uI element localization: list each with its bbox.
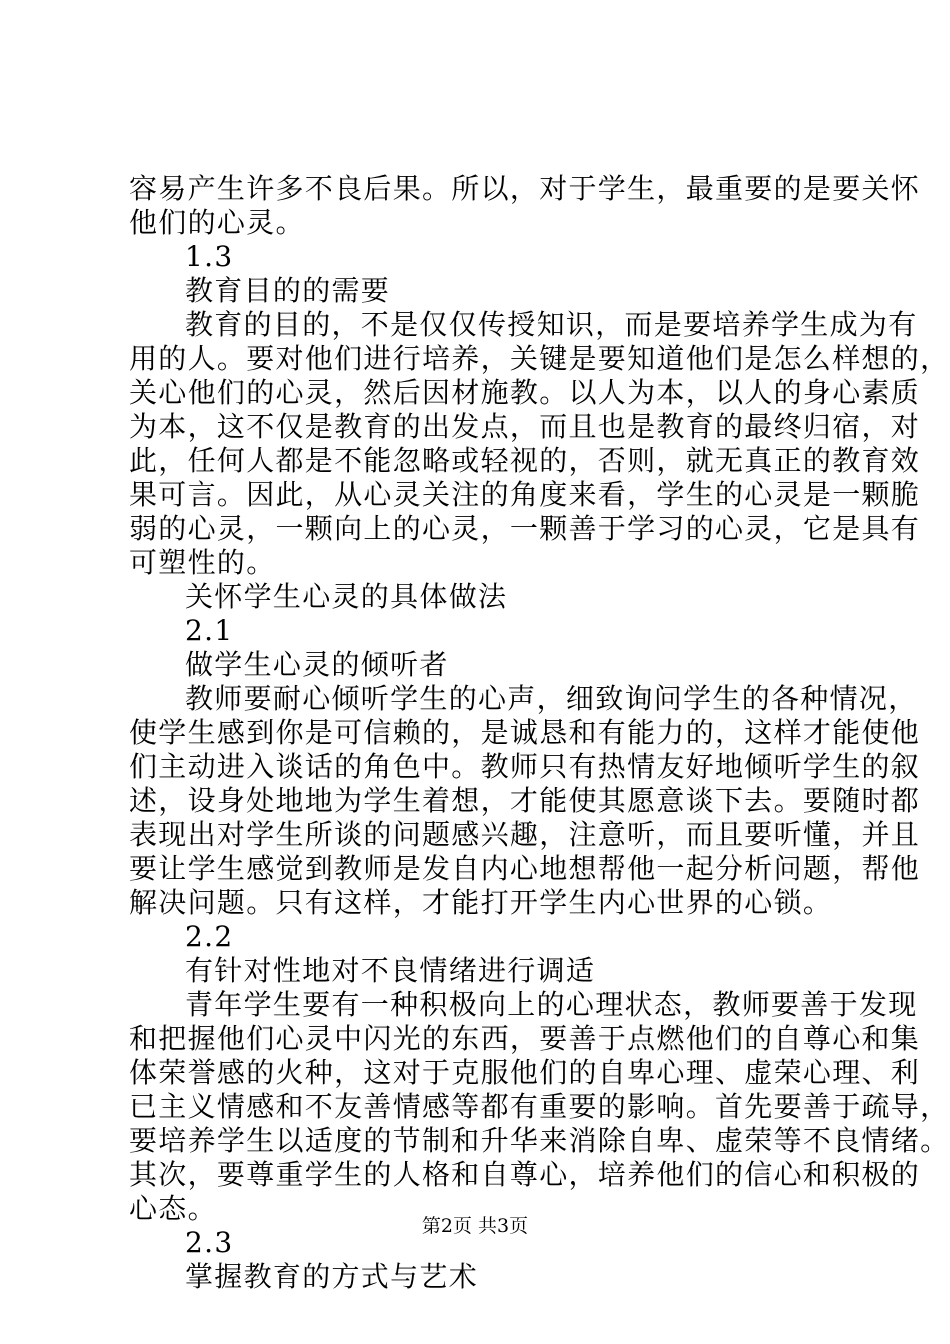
- section-heading: 做学生心灵的倾听者: [185, 648, 449, 681]
- paragraph-line: 表现出对学生所谈的问题感兴趣，注意听，而且要听懂，并且: [129, 818, 921, 851]
- paragraph-line: 教育的目的，不是仅仅传授知识，而是要培养学生成为有: [185, 308, 918, 341]
- paragraph-line: 要培养学生以适度的节制和升华来消除自卑、虚荣等不良情绪。: [129, 1124, 950, 1157]
- paragraph-line: 们主动进入谈话的角色中。教师只有热情友好地倾听学生的叙: [129, 750, 921, 783]
- section-heading: 教育目的的需要: [185, 274, 391, 307]
- paragraph-line: 容易产生许多不良后果。所以，对于学生，最重要的是要关怀: [129, 172, 921, 205]
- section-heading: 有针对性地对不良情绪进行调适: [185, 954, 596, 987]
- paragraph-line: 已主义情感和不友善情感等都有重要的影响。首先要善于疏导，: [129, 1090, 950, 1123]
- paragraph-line: 果可言。因此，从心灵关注的角度来看，学生的心灵是一颗脆: [129, 478, 921, 511]
- paragraph-line: 他们的心灵。: [129, 206, 305, 239]
- page-footer: 第2页 共3页: [421, 1215, 529, 1237]
- section-heading: 关怀学生心灵的具体做法: [185, 580, 508, 613]
- paragraph-line: 用的人。要对他们进行培养，关键是要知道他们是怎么样想的，: [129, 342, 950, 375]
- paragraph-line: 此，任何人都是不能忽略或轻视的，否则，就无真正的教育效: [129, 444, 921, 477]
- paragraph-line: 要让学生感觉到教师是发自内心地想帮他一起分析问题，帮他: [129, 852, 921, 885]
- paragraph-line: 述，设身处地地为学生着想，才能使其愿意谈下去。要随时都: [129, 784, 921, 817]
- paragraph-line: 为本，这不仅是教育的出发点，而且也是教育的最终归宿，对: [129, 410, 921, 443]
- paragraph-line: 关心他们的心灵，然后因材施教。以人为本，以人的身心素质: [129, 376, 921, 409]
- paragraph-line: 可塑性的。: [129, 546, 276, 579]
- section-heading: 掌握教育的方式与艺术: [185, 1260, 479, 1293]
- paragraph-line: 教师要耐心倾听学生的心声，细致询问学生的各种情况，: [185, 682, 918, 715]
- paragraph-line: 体荣誉感的火种，这对于克服他们的自卑心理、虚荣心理、利: [129, 1056, 921, 1089]
- paragraph-line: 解决问题。只有这样，才能打开学生内心世界的心锁。: [129, 886, 833, 919]
- section-number: 2.2: [185, 920, 234, 953]
- paragraph-line: 其次，要尊重学生的人格和自尊心，培养他们的信心和积极的: [129, 1158, 921, 1191]
- paragraph-line: 青年学生要有一种积极向上的心理状态，教师要善于发现: [185, 988, 918, 1021]
- paragraph-line: 使学生感到你是可信赖的，是诚恳和有能力的，这样才能使他: [129, 716, 921, 749]
- section-number: 1.3: [185, 240, 234, 273]
- paragraph-line: 心态。: [129, 1192, 217, 1225]
- paragraph-line: 弱的心灵，一颗向上的心灵，一颗善于学习的心灵，它是具有: [129, 512, 921, 545]
- document-body: [129, 172, 950, 1294]
- paragraph-line: 和把握他们心灵中闪光的东西，要善于点燃他们的自尊心和集: [129, 1022, 921, 1055]
- section-number: 2.1: [185, 614, 234, 647]
- section-number: 2.3: [185, 1226, 234, 1259]
